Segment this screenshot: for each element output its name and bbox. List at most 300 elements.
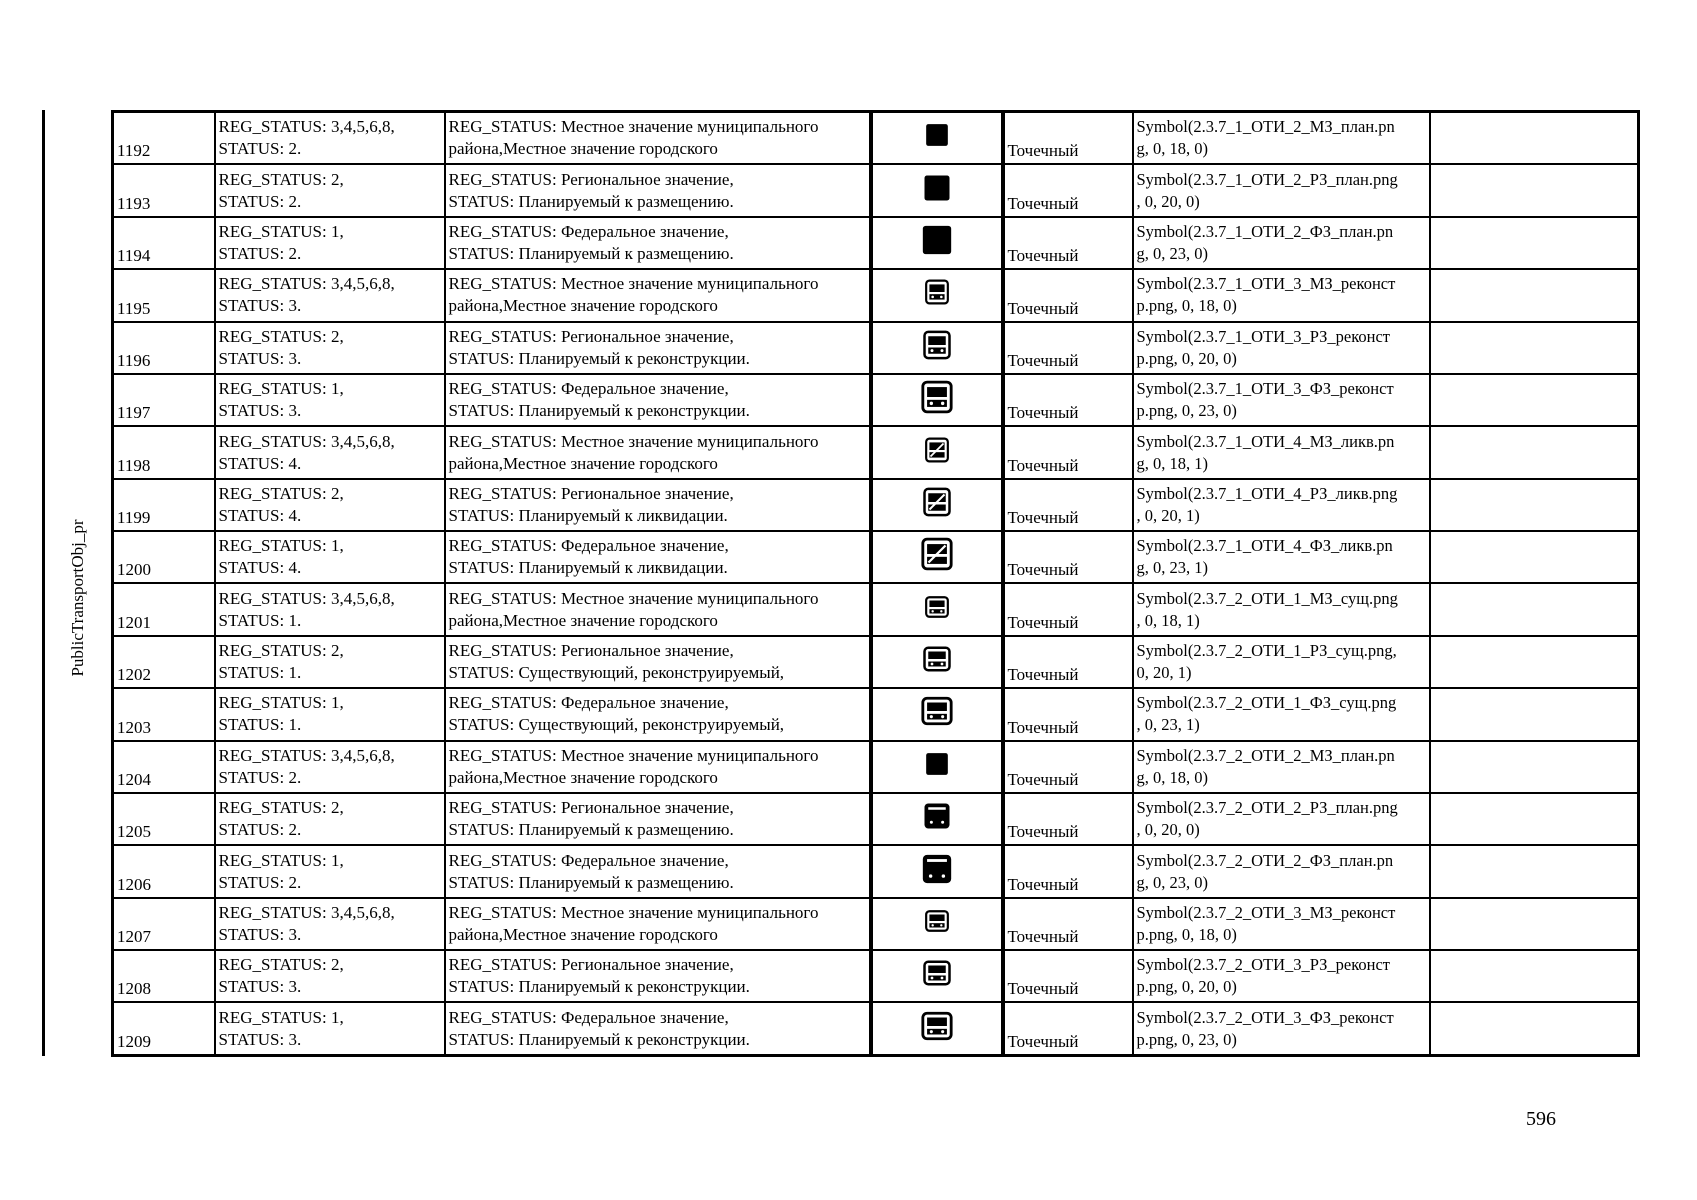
render-line: , 0, 18, 1): [1136, 610, 1200, 630]
condition-line: STATUS: 1.: [218, 610, 302, 630]
layer-name-label: PublicTransportObj_pr: [68, 519, 87, 677]
condition-line: REG_STATUS: 2,: [218, 326, 344, 346]
geometry-type-cell: [1003, 741, 1133, 793]
row-id: 1209: [117, 1032, 151, 1051]
row-id-cell: [113, 583, 215, 635]
symbol-cell: [871, 950, 1003, 1002]
render-line: р.png, 0, 20, 0): [1136, 348, 1237, 368]
description-line: REG_STATUS: Региональное значение,: [448, 483, 734, 503]
symbol-cell: [871, 636, 1003, 688]
description-line: STATUS: Существующий, реконструируемый,: [448, 715, 785, 735]
geometry-type-cell: [1003, 583, 1133, 635]
tram-front-icon: [922, 330, 952, 366]
geometry-type: Точечный: [1007, 612, 1079, 632]
render-cell: [1133, 479, 1430, 531]
condition-line: STATUS: 4.: [218, 453, 302, 473]
bus-icon: [922, 644, 952, 680]
description-line: REG_STATUS: Федеральное значение,: [448, 1007, 729, 1027]
render-line: g, 0, 18, 1): [1136, 453, 1208, 473]
condition-line: STATUS: 2.: [218, 244, 302, 263]
condition-line: STATUS: 4.: [218, 505, 302, 525]
render-line: Symbol(2.3.7_2_ОТИ_2_ФЗ_план.pn: [1136, 850, 1394, 870]
description-line: STATUS: Планируемый к реконструкции.: [448, 348, 750, 368]
render-line: g, 0, 23, 1): [1136, 558, 1208, 578]
bus-icon: [922, 958, 952, 994]
table-row: [113, 845, 1639, 897]
render-line: Symbol(2.3.7_2_ОТИ_3_ФЗ_реконст: [1136, 1007, 1394, 1027]
render-line: Symbol(2.3.7_2_ОТИ_1_РЗ_сущ.png,: [1136, 641, 1397, 660]
description-line: REG_STATUS: Местное значение муниципального: [448, 588, 819, 608]
geometry-type-cell: [1003, 898, 1133, 950]
table-row: [113, 583, 1639, 635]
row-id-cell: [113, 426, 215, 478]
symbol-cell: [871, 845, 1003, 897]
description-cell: [445, 217, 871, 269]
row-id: 1208: [117, 979, 151, 999]
filled-square-icon: [924, 122, 950, 154]
row-id: 1207: [117, 927, 151, 947]
render-cell: [1133, 164, 1430, 216]
row-id-cell: [113, 531, 215, 583]
condition-cell: [215, 374, 445, 426]
row-id: 1200: [117, 560, 151, 580]
render-line: Symbol(2.3.7_2_ОТИ_1_ФЗ_сущ.png: [1136, 693, 1397, 713]
condition-line: STATUS: 1.: [218, 663, 302, 682]
render-cell: [1133, 950, 1430, 1002]
symbol-cell: [871, 531, 1003, 583]
render-cell: [1133, 217, 1430, 269]
filled-square-icon: [924, 751, 950, 783]
geometry-type: Точечный: [1007, 560, 1079, 580]
symbol-cell: [871, 217, 1003, 269]
empty-cell: [1430, 583, 1639, 635]
render-line: Symbol(2.3.7_1_ОТИ_4_РЗ_ликв.png: [1136, 483, 1398, 503]
row-id-cell: [113, 217, 215, 269]
description-line: района,Местное значение городского: [448, 139, 718, 159]
description-cell: [445, 479, 871, 531]
symbol-cell: [871, 322, 1003, 374]
empty-cell: [1430, 741, 1639, 793]
symbol-cell: [871, 793, 1003, 845]
row-id-cell: [113, 793, 215, 845]
row-id: 1201: [117, 612, 151, 632]
condition-line: STATUS: 2.: [218, 139, 302, 159]
description-cell: [445, 950, 871, 1002]
description-line: района,Местное значение городского: [448, 610, 718, 630]
condition-cell: [215, 479, 445, 531]
condition-line: STATUS: 2.: [218, 767, 302, 787]
render-line: g, 0, 23, 0): [1136, 872, 1208, 892]
table-row: [113, 688, 1639, 740]
row-id-cell: [113, 374, 215, 426]
row-id: 1199: [117, 508, 151, 528]
description-line: REG_STATUS: Региональное значение,: [448, 326, 734, 346]
render-line: Symbol(2.3.7_2_ОТИ_2_РЗ_план.png: [1136, 798, 1398, 818]
condition-line: STATUS: 3.: [218, 348, 302, 368]
left-margin-rule: [42, 110, 45, 1056]
tram-front-icon: [920, 380, 954, 420]
empty-cell: [1430, 898, 1639, 950]
description-line: REG_STATUS: Местное значение муниципального: [448, 431, 819, 451]
geometry-type-cell: [1003, 374, 1133, 426]
tram-crossed-icon: [920, 537, 954, 577]
description-line: REG_STATUS: Местное значение муниципального: [448, 902, 819, 922]
description-line: STATUS: Планируемый к ликвидации.: [448, 558, 728, 578]
render-line: 0, 20, 1): [1136, 663, 1192, 682]
render-cell: [1133, 112, 1430, 165]
table-row: [113, 950, 1639, 1002]
empty-cell: [1430, 531, 1639, 583]
render-cell: [1133, 531, 1430, 583]
geometry-type-cell: [1003, 479, 1133, 531]
symbol-cell: [871, 374, 1003, 426]
description-line: REG_STATUS: Региональное значение,: [448, 641, 734, 660]
condition-cell: [215, 164, 445, 216]
render-cell: [1133, 898, 1430, 950]
condition-line: REG_STATUS: 1,: [218, 850, 344, 870]
condition-line: STATUS: 3.: [218, 924, 302, 944]
geometry-type: Точечный: [1007, 298, 1079, 318]
empty-cell: [1430, 688, 1639, 740]
row-id-cell: [113, 636, 215, 688]
geometry-type-cell: [1003, 950, 1133, 1002]
description-cell: [445, 112, 871, 165]
table-row: [113, 322, 1639, 374]
geometry-type: Точечный: [1007, 979, 1079, 999]
geometry-type: Точечный: [1007, 455, 1079, 475]
row-id-cell: [113, 845, 215, 897]
tram-crossed-icon: [924, 437, 950, 469]
condition-line: REG_STATUS: 1,: [218, 222, 344, 241]
condition-cell: [215, 741, 445, 793]
empty-cell: [1430, 1002, 1639, 1055]
description-line: REG_STATUS: Федеральное значение,: [448, 850, 729, 870]
render-line: Symbol(2.3.7_2_ОТИ_1_МЗ_сущ.png: [1136, 588, 1398, 608]
condition-line: STATUS: 3.: [218, 977, 302, 997]
render-line: р.png, 0, 23, 0): [1136, 401, 1237, 421]
description-line: STATUS: Планируемый к реконструкции.: [448, 401, 750, 421]
geometry-type: Точечный: [1007, 246, 1079, 266]
description-line: REG_STATUS: Местное значение муниципального: [448, 745, 819, 765]
condition-line: STATUS: 2.: [218, 872, 302, 892]
render-line: Symbol(2.3.7_1_ОТИ_4_МЗ_ликв.pn: [1136, 431, 1395, 451]
description-line: REG_STATUS: Местное значение муниципального: [448, 274, 819, 294]
condition-line: STATUS: 4.: [218, 558, 302, 578]
empty-cell: [1430, 112, 1639, 165]
row-id: 1205: [117, 822, 151, 842]
geometry-type: Точечный: [1007, 193, 1079, 213]
table-row: [113, 112, 1639, 165]
condition-line: REG_STATUS: 1,: [218, 536, 344, 556]
row-id-cell: [113, 950, 215, 1002]
render-cell: [1133, 583, 1430, 635]
empty-cell: [1430, 479, 1639, 531]
empty-cell: [1430, 217, 1639, 269]
tram-crossed-icon: [922, 487, 952, 523]
symbol-cell: [871, 479, 1003, 531]
symbol-cell: [871, 741, 1003, 793]
render-line: , 0, 23, 1): [1136, 715, 1200, 735]
empty-cell: [1430, 164, 1639, 216]
render-line: g, 0, 23, 0): [1136, 244, 1208, 263]
render-line: р.png, 0, 20, 0): [1136, 977, 1237, 997]
geometry-type: Точечный: [1007, 508, 1079, 528]
table-row: [113, 374, 1639, 426]
table-row: [113, 426, 1639, 478]
condition-line: REG_STATUS: 1,: [218, 379, 344, 399]
table-row: [113, 217, 1639, 269]
table-row: [113, 793, 1639, 845]
description-cell: [445, 845, 871, 897]
render-line: Symbol(2.3.7_1_ОТИ_2_РЗ_план.png: [1136, 169, 1398, 189]
condition-line: STATUS: 3.: [218, 1029, 302, 1049]
symbol-cell: [871, 583, 1003, 635]
page-number: 596: [1526, 1108, 1556, 1130]
render-line: р.png, 0, 18, 0): [1136, 924, 1237, 944]
geometry-type: Точечный: [1007, 1032, 1079, 1051]
row-id: 1195: [117, 298, 151, 318]
description-cell: [445, 741, 871, 793]
geometry-type-cell: [1003, 426, 1133, 478]
table-row: [113, 269, 1639, 321]
condition-line: REG_STATUS: 3,4,5,6,8,: [218, 588, 395, 608]
empty-cell: [1430, 950, 1639, 1002]
symbol-cell: [871, 688, 1003, 740]
description-cell: [445, 164, 871, 216]
geometry-type-cell: [1003, 269, 1133, 321]
description-line: REG_STATUS: Региональное значение,: [448, 169, 734, 189]
bus-icon: [920, 1009, 954, 1049]
description-cell: [445, 374, 871, 426]
description-cell: [445, 583, 871, 635]
render-cell: [1133, 845, 1430, 897]
geometry-type-cell: [1003, 531, 1133, 583]
condition-cell: [215, 636, 445, 688]
render-cell: [1133, 741, 1430, 793]
render-line: Symbol(2.3.7_1_ОТИ_2_ФЗ_план.pn: [1136, 222, 1394, 241]
condition-line: REG_STATUS: 3,4,5,6,8,: [218, 745, 395, 765]
description-line: REG_STATUS: Местное значение муниципального: [448, 117, 819, 137]
render-line: Symbol(2.3.7_2_ОТИ_2_МЗ_план.pn: [1136, 745, 1395, 765]
symbol-cell: [871, 898, 1003, 950]
geometry-type-cell: [1003, 688, 1133, 740]
condition-cell: [215, 426, 445, 478]
geometry-type: Точечный: [1007, 141, 1079, 161]
condition-line: REG_STATUS: 1,: [218, 693, 344, 713]
description-line: района,Местное значение городского: [448, 924, 718, 944]
render-cell: [1133, 688, 1430, 740]
symbol-cell: [871, 1002, 1003, 1055]
row-id-cell: [113, 479, 215, 531]
geometry-type: Точечный: [1007, 717, 1079, 737]
condition-line: REG_STATUS: 2,: [218, 641, 344, 660]
symbol-cell: [871, 164, 1003, 216]
description-cell: [445, 898, 871, 950]
row-id-cell: [113, 898, 215, 950]
render-line: Symbol(2.3.7_1_ОТИ_2_МЗ_план.pn: [1136, 117, 1395, 137]
bus-icon: [924, 908, 950, 940]
row-id-cell: [113, 688, 215, 740]
render-cell: [1133, 374, 1430, 426]
render-line: , 0, 20, 0): [1136, 191, 1200, 211]
description-line: STATUS: Планируемый к ликвидации.: [448, 505, 728, 525]
row-id: 1202: [117, 665, 151, 685]
render-cell: [1133, 269, 1430, 321]
empty-cell: [1430, 269, 1639, 321]
description-line: REG_STATUS: Федеральное значение,: [448, 379, 729, 399]
condition-cell: [215, 950, 445, 1002]
condition-line: REG_STATUS: 3,4,5,6,8,: [218, 274, 395, 294]
condition-line: REG_STATUS: 2,: [218, 955, 344, 975]
symbol-cell: [871, 269, 1003, 321]
row-id: 1194: [117, 246, 151, 266]
geometry-type-cell: [1003, 164, 1133, 216]
table-row: [113, 479, 1639, 531]
description-cell: [445, 1002, 871, 1055]
symbology-table: [111, 110, 1640, 1057]
condition-line: STATUS: 2.: [218, 820, 302, 840]
row-id: 1203: [117, 717, 151, 737]
description-line: STATUS: Планируемый к реконструкции.: [448, 977, 750, 997]
render-line: р.png, 0, 18, 0): [1136, 296, 1237, 316]
empty-cell: [1430, 374, 1639, 426]
render-line: Symbol(2.3.7_2_ОТИ_3_МЗ_реконст: [1136, 902, 1396, 922]
condition-line: REG_STATUS: 2,: [218, 798, 344, 818]
description-line: REG_STATUS: Региональное значение,: [448, 955, 734, 975]
geometry-type: Точечный: [1007, 927, 1079, 947]
description-line: REG_STATUS: Федеральное значение,: [448, 222, 729, 241]
condition-cell: [215, 531, 445, 583]
description-cell: [445, 688, 871, 740]
render-line: g, 0, 18, 0): [1136, 139, 1208, 159]
empty-cell: [1430, 636, 1639, 688]
condition-line: REG_STATUS: 1,: [218, 1007, 344, 1027]
filled-square-icon: [922, 173, 952, 209]
row-id: 1196: [117, 350, 151, 370]
condition-line: STATUS: 3.: [218, 401, 302, 421]
geometry-type-cell: [1003, 793, 1133, 845]
table-row: [113, 1002, 1639, 1055]
row-id-cell: [113, 322, 215, 374]
geometry-type-cell: [1003, 217, 1133, 269]
geometry-type: Точечный: [1007, 665, 1079, 685]
description-cell: [445, 426, 871, 478]
description-line: района,Местное значение городского: [448, 767, 718, 787]
symbol-cell: [871, 426, 1003, 478]
description-line: района,Местное значение городского: [448, 296, 718, 316]
table-row: [113, 898, 1639, 950]
row-id: 1192: [117, 141, 151, 161]
render-line: , 0, 20, 0): [1136, 820, 1200, 840]
tram-front-icon: [924, 279, 950, 311]
geometry-type: Точечный: [1007, 874, 1079, 894]
table-row: [113, 531, 1639, 583]
empty-cell: [1430, 322, 1639, 374]
row-id: 1198: [117, 455, 151, 475]
condition-cell: [215, 269, 445, 321]
bus-icon: [924, 594, 950, 626]
geometry-type: Точечный: [1007, 769, 1079, 789]
condition-cell: [215, 688, 445, 740]
condition-line: REG_STATUS: 2,: [218, 483, 344, 503]
render-cell: [1133, 636, 1430, 688]
condition-line: STATUS: 1.: [218, 715, 302, 735]
row-id: 1204: [117, 769, 151, 789]
condition-cell: [215, 845, 445, 897]
render-line: Symbol(2.3.7_1_ОТИ_3_РЗ_реконст: [1136, 326, 1391, 346]
description-line: STATUS: Планируемый к размещению.: [448, 820, 734, 840]
empty-cell: [1430, 426, 1639, 478]
description-line: STATUS: Существующий, реконструируемый,: [448, 663, 785, 682]
description-cell: [445, 793, 871, 845]
table-row: [113, 636, 1639, 688]
condition-line: REG_STATUS: 2,: [218, 169, 344, 189]
row-id-cell: [113, 269, 215, 321]
geometry-type-cell: [1003, 112, 1133, 165]
render-line: р.png, 0, 23, 0): [1136, 1029, 1237, 1049]
description-line: STATUS: Планируемый к размещению.: [448, 191, 734, 211]
render-line: Symbol(2.3.7_1_ОТИ_4_ФЗ_ликв.pn: [1136, 536, 1393, 556]
description-line: REG_STATUS: Федеральное значение,: [448, 693, 729, 713]
render-line: , 0, 20, 1): [1136, 505, 1200, 525]
condition-cell: [215, 583, 445, 635]
row-id-cell: [113, 741, 215, 793]
row-id-cell: [113, 164, 215, 216]
description-line: STATUS: Планируемый к размещению.: [448, 244, 734, 263]
empty-cell: [1430, 845, 1639, 897]
table-row: [113, 164, 1639, 216]
render-line: Symbol(2.3.7_1_ОТИ_3_МЗ_реконст: [1136, 274, 1396, 294]
condition-cell: [215, 793, 445, 845]
render-cell: [1133, 793, 1430, 845]
bus-icon: [920, 694, 954, 734]
row-id: 1193: [117, 193, 151, 213]
geometry-type-cell: [1003, 636, 1133, 688]
filled-bus-icon: [922, 801, 952, 837]
description-line: района,Местное значение городского: [448, 453, 718, 473]
description-cell: [445, 322, 871, 374]
description-line: REG_STATUS: Региональное значение,: [448, 798, 734, 818]
geometry-type: Точечный: [1007, 403, 1079, 423]
render-line: Symbol(2.3.7_2_ОТИ_3_РЗ_реконст: [1136, 955, 1391, 975]
row-id-cell: [113, 112, 215, 165]
filled-bus-icon: [920, 852, 954, 892]
condition-cell: [215, 217, 445, 269]
render-line: g, 0, 18, 0): [1136, 767, 1208, 787]
description-line: STATUS: Планируемый к реконструкции.: [448, 1029, 750, 1049]
geometry-type-cell: [1003, 845, 1133, 897]
row-id: 1206: [117, 874, 151, 894]
condition-cell: [215, 1002, 445, 1055]
geometry-type-cell: [1003, 322, 1133, 374]
render-line: Symbol(2.3.7_1_ОТИ_3_ФЗ_реконст: [1136, 379, 1394, 399]
condition-line: REG_STATUS: 3,4,5,6,8,: [218, 902, 395, 922]
empty-cell: [1430, 793, 1639, 845]
condition-line: STATUS: 3.: [218, 296, 302, 316]
description-cell: [445, 269, 871, 321]
condition-line: REG_STATUS: 3,4,5,6,8,: [218, 117, 395, 137]
render-cell: [1133, 322, 1430, 374]
condition-cell: [215, 112, 445, 165]
geometry-type: Точечный: [1007, 822, 1079, 842]
description-line: REG_STATUS: Федеральное значение,: [448, 536, 729, 556]
row-id-cell: [113, 1002, 215, 1055]
condition-cell: [215, 322, 445, 374]
symbol-cell: [871, 112, 1003, 165]
condition-cell: [215, 898, 445, 950]
render-cell: [1133, 426, 1430, 478]
table-row: [113, 741, 1639, 793]
